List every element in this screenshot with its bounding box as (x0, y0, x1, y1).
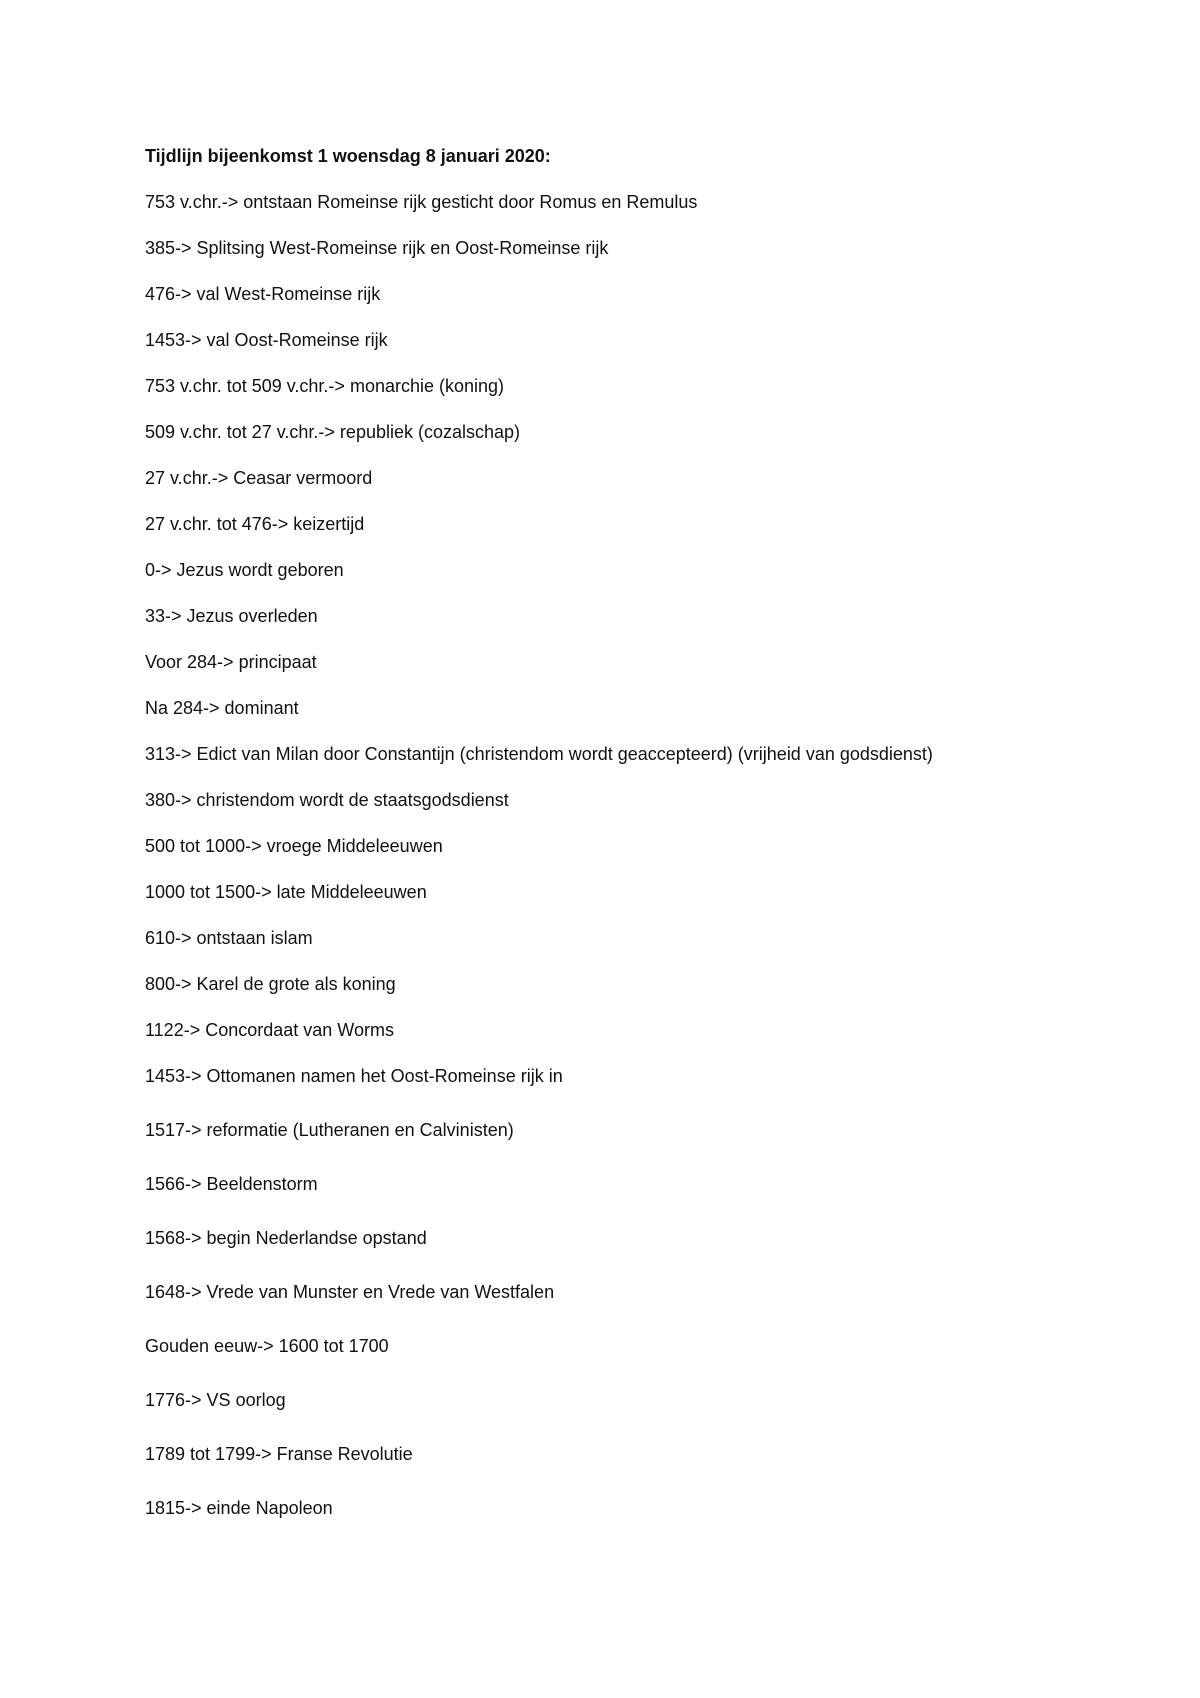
timeline-line: 1566-> Beeldenstorm (145, 1174, 318, 1194)
timeline-line: 476-> val West-Romeinse rijk (145, 284, 381, 304)
timeline-line: Na 284-> dominant (145, 698, 299, 718)
timeline-line: 313-> Edict van Milan door Constantijn (christendom wordt geaccepteerd) (vrijheid van godsdienst) (145, 744, 933, 764)
timeline-line: 1568-> begin Nederlandse opstand (145, 1228, 427, 1248)
timeline-line: 33-> Jezus overleden (145, 606, 318, 626)
document-title: Tijdlijn bijeenkomst 1 woensdag 8 januari 2020: (145, 146, 551, 166)
timeline-line: 0-> Jezus wordt geboren (145, 560, 344, 580)
timeline-line: 1453-> Ottomanen namen het Oost-Romeinse rijk in (145, 1066, 563, 1086)
timeline-line: 753 v.chr.-> ontstaan Romeinse rijk gesticht door Romus en Remulus (145, 192, 698, 212)
timeline-line: 1815-> einde Napoleon (145, 1498, 333, 1518)
timeline-line: 380-> christendom wordt de staatsgodsdienst (145, 790, 509, 810)
timeline-line: 385-> Splitsing West-Romeinse rijk en Oost-Romeinse rijk (145, 238, 609, 258)
timeline-line: Gouden eeuw-> 1600 tot 1700 (145, 1336, 389, 1356)
timeline-line: 27 v.chr.-> Ceasar vermoord (145, 468, 373, 488)
timeline-line: 1453-> val Oost-Romeinse rijk (145, 330, 388, 350)
timeline-line: 1776-> VS oorlog (145, 1390, 286, 1410)
timeline-line: 1517-> reformatie (Lutheranen en Calvinisten) (145, 1120, 514, 1140)
timeline-line: 509 v.chr. tot 27 v.chr.-> republiek (cozalschap) (145, 422, 521, 442)
timeline-line: 27 v.chr. tot 476-> keizertijd (145, 514, 365, 534)
timeline-line: 1000 tot 1500-> late Middeleeuwen (145, 882, 427, 902)
timeline-line: 800-> Karel de grote als koning (145, 974, 396, 994)
timeline-line: 500 tot 1000-> vroege Middeleeuwen (145, 836, 443, 856)
timeline-line: Voor 284-> principaat (145, 652, 317, 672)
timeline-line: 1122-> Concordaat van Worms (145, 1020, 394, 1040)
timeline-line: 610-> ontstaan islam (145, 928, 313, 948)
timeline-line: 1789 tot 1799-> Franse Revolutie (145, 1444, 413, 1464)
timeline-line: 753 v.chr. tot 509 v.chr.-> monarchie (koning) (145, 376, 505, 396)
timeline-line: 1648-> Vrede van Munster en Vrede van Westfalen (145, 1282, 555, 1302)
